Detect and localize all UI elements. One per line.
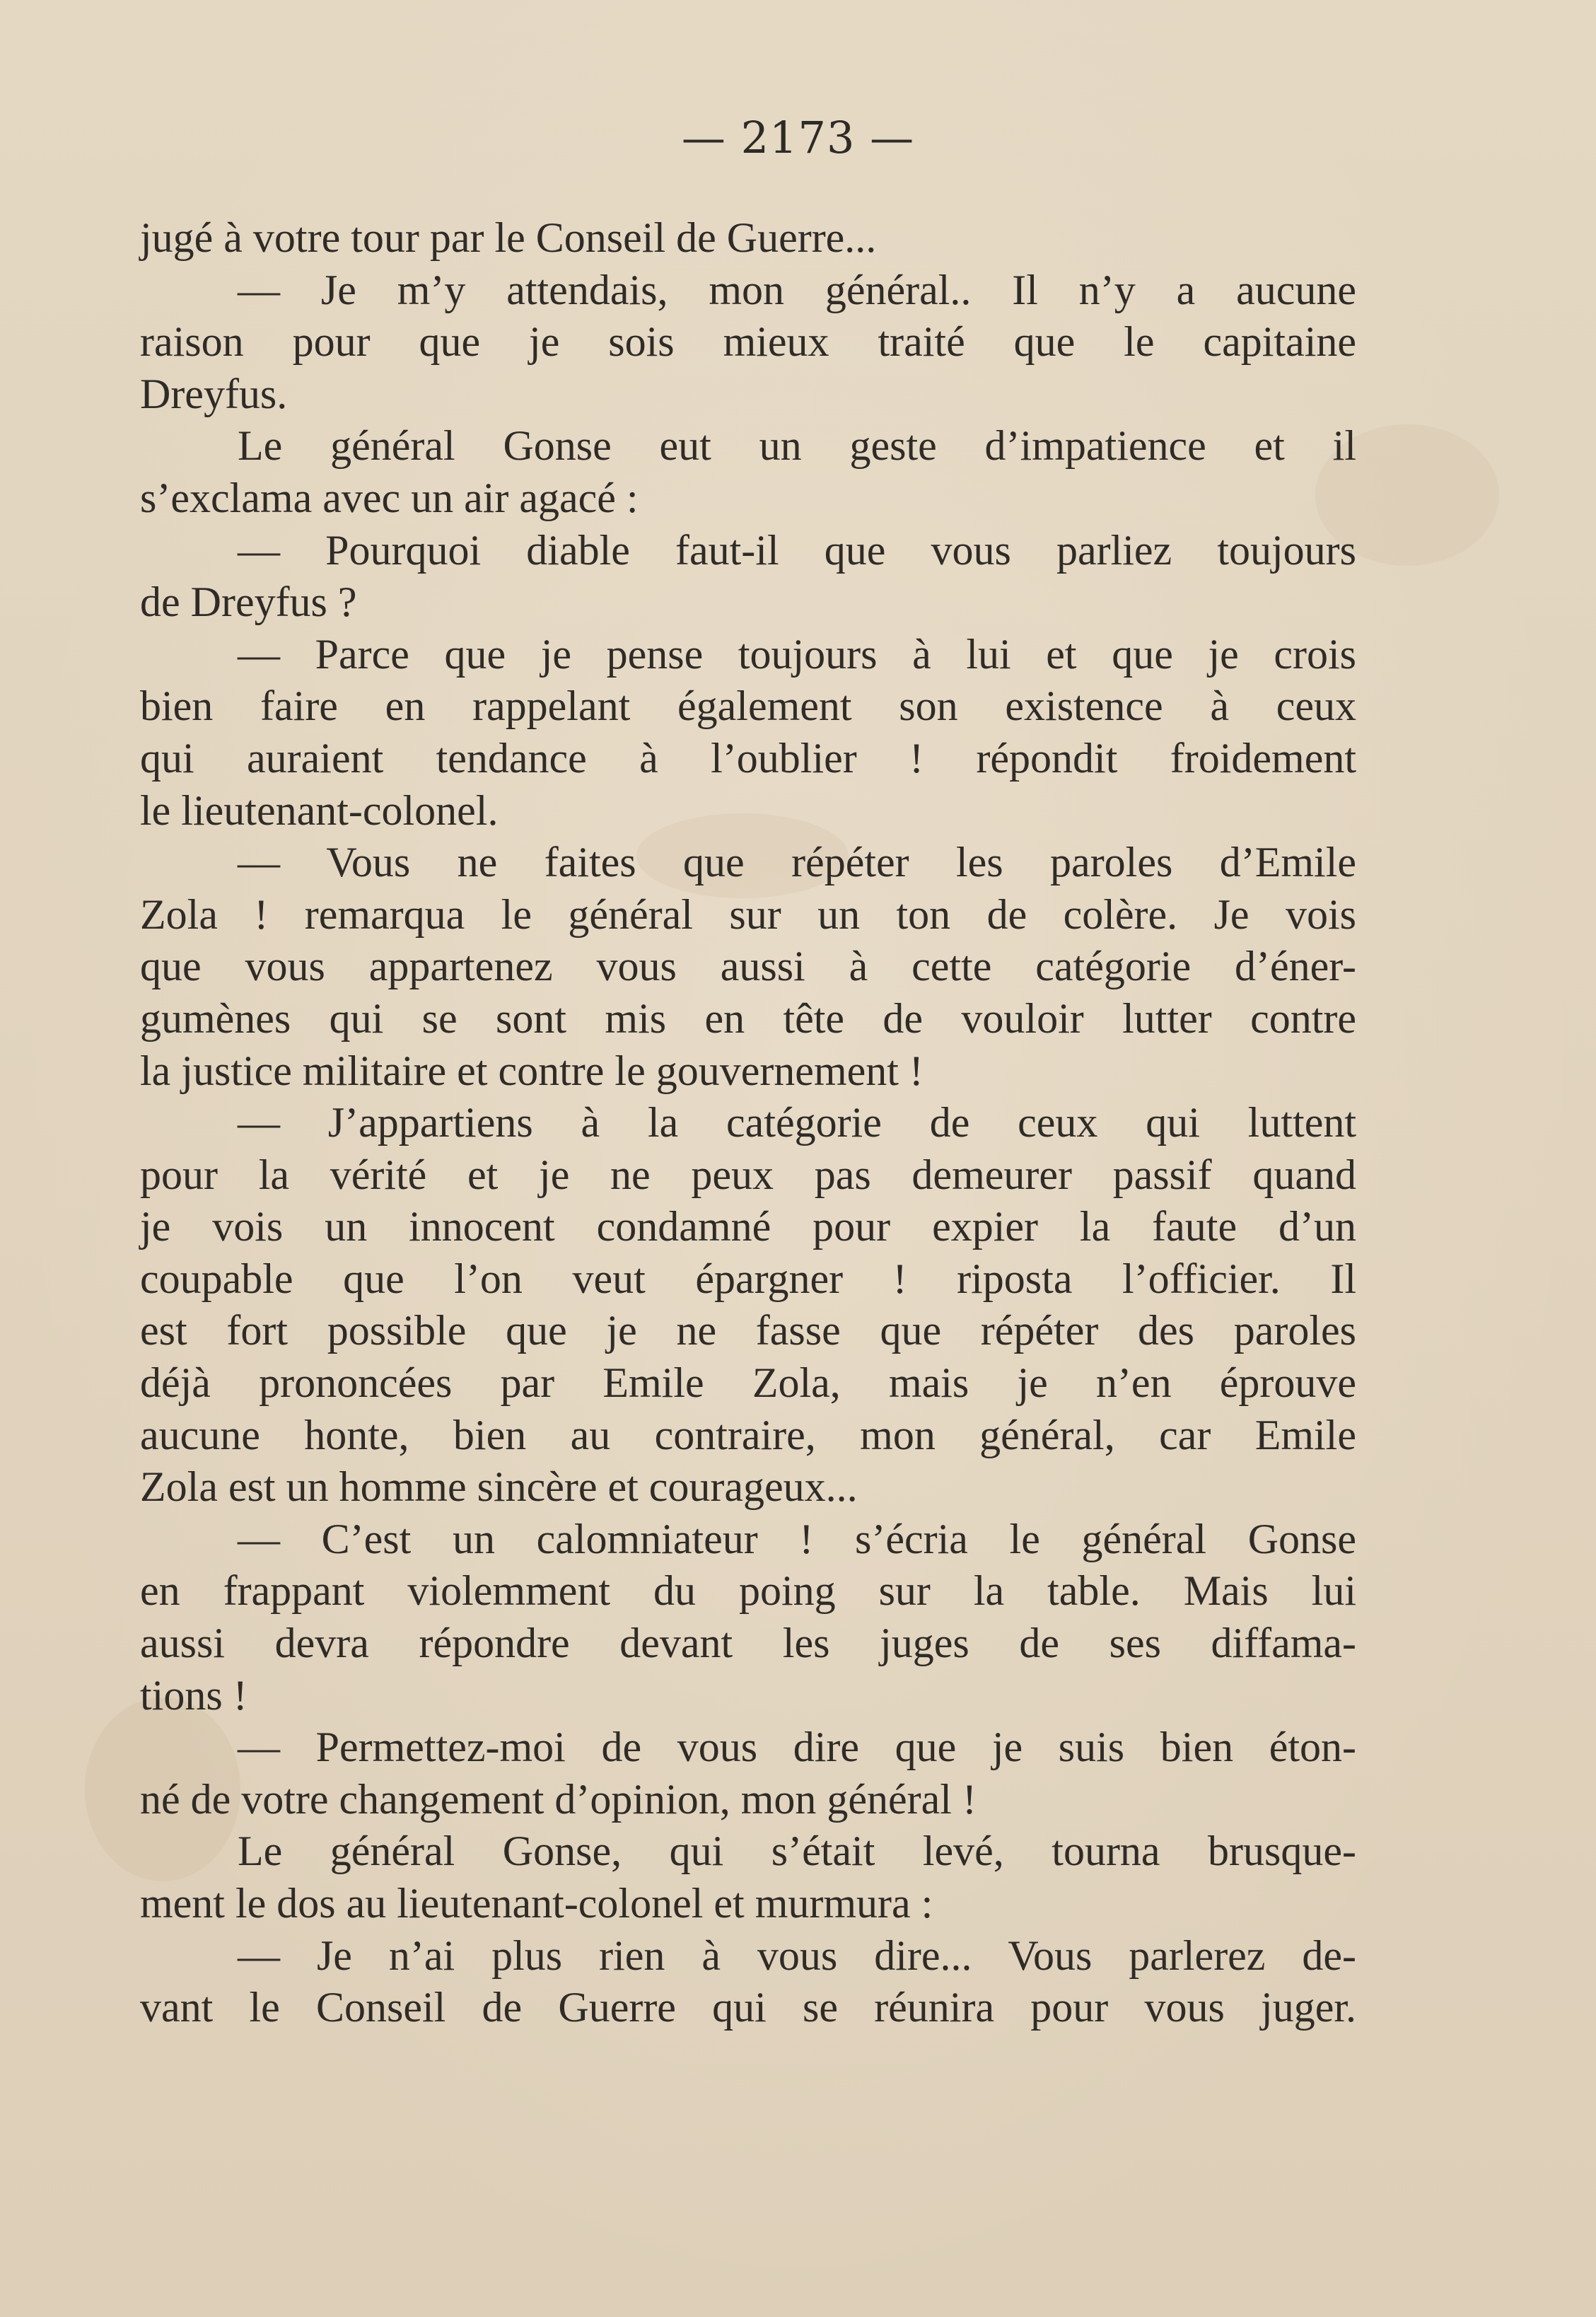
text-line: qui auraient tendance à l’oublier ! répondit froidement [140,734,1356,782]
text-line: en frappant violemment du poing sur la table. Mais lui [140,1567,1356,1615]
text-line: — Je n’ai plus rien à vous dire... Vous parlerez de- [238,1932,1356,1979]
text-line: Dreyfus. [140,370,288,417]
text-line: déjà prononcées par Emile Zola, mais je n’en éprouve [140,1359,1356,1407]
text-line: — Je m’y attendais, mon général.. Il n’y a aucune [238,266,1356,313]
text-line: jugé à votre tour par le Conseil de Guerre... [140,214,877,261]
text-line: aucune honte, bien au contraire, mon général, car Emile [140,1411,1356,1458]
text-line: aussi devra répondre devant les juges de ses diffama- [140,1620,1356,1667]
text-line: — Parce que je pense toujours à lui et que je crois [238,630,1356,678]
body-text [140,212,1356,2034]
text-line: ment le dos au lieutenant-colonel et murmura : [140,1880,933,1927]
text-line: Le général Gonse eut un geste d’impatience et il [238,422,1356,470]
text-line: de Dreyfus ? [140,579,357,626]
text-line: est fort possible que je ne fasse que répéter des paroles [140,1307,1356,1354]
text-line: Le général Gonse, qui s’était levé, tourna brusque- [238,1828,1356,1875]
text-line: Zola ! remarqua le général sur un ton de colère. Je vois [140,890,1356,938]
text-line: gumènes qui se sont mis en tête de vouloir lutter contre [140,994,1356,1042]
text-line: — Pourquoi diable faut-il que vous parliez toujours [238,526,1356,574]
text-line: — Vous ne faites que répéter les paroles d’Emile [238,839,1356,886]
text-line: le lieutenant-colonel. [140,786,499,834]
text-line: — Permettez-moi de vous dire que je suis bien éton- [238,1724,1356,1771]
text-line: vant le Conseil de Guerre qui se réunira pour vous juger. [140,1984,1356,2031]
text-line: Zola est un homme sincère et courageux... [140,1463,858,1511]
text-line: tions ! [140,1671,247,1719]
text-line: la justice militaire et contre le gouvernement ! [140,1047,924,1094]
text-line: je vois un innocent condamné pour expier la faute d’un [140,1203,1356,1250]
text-line: s’exclama avec un air agacé : [140,474,639,521]
text-line: bien faire en rappelant également son existence à ceux [140,683,1356,730]
text-line: — C’est un calomniateur ! s’écria le général Gonse [238,1515,1356,1562]
text-line: raison pour que je sois mieux traité que le capitaine [140,318,1356,366]
text-line: coupable que l’on veut épargner ! riposta l’officier. Il [140,1255,1356,1302]
text-line: pour la vérité et je ne peux pas demeurer passif quand [140,1151,1356,1198]
text-line: — J’appartiens à la catégorie de ceux qui luttent [238,1099,1356,1146]
text-line: que vous appartenez vous aussi à cette catégorie d’éner- [140,943,1356,990]
text-line: né de votre changement d’opinion, mon général ! [140,1775,977,1823]
page-number: — 2173 — [681,112,915,163]
